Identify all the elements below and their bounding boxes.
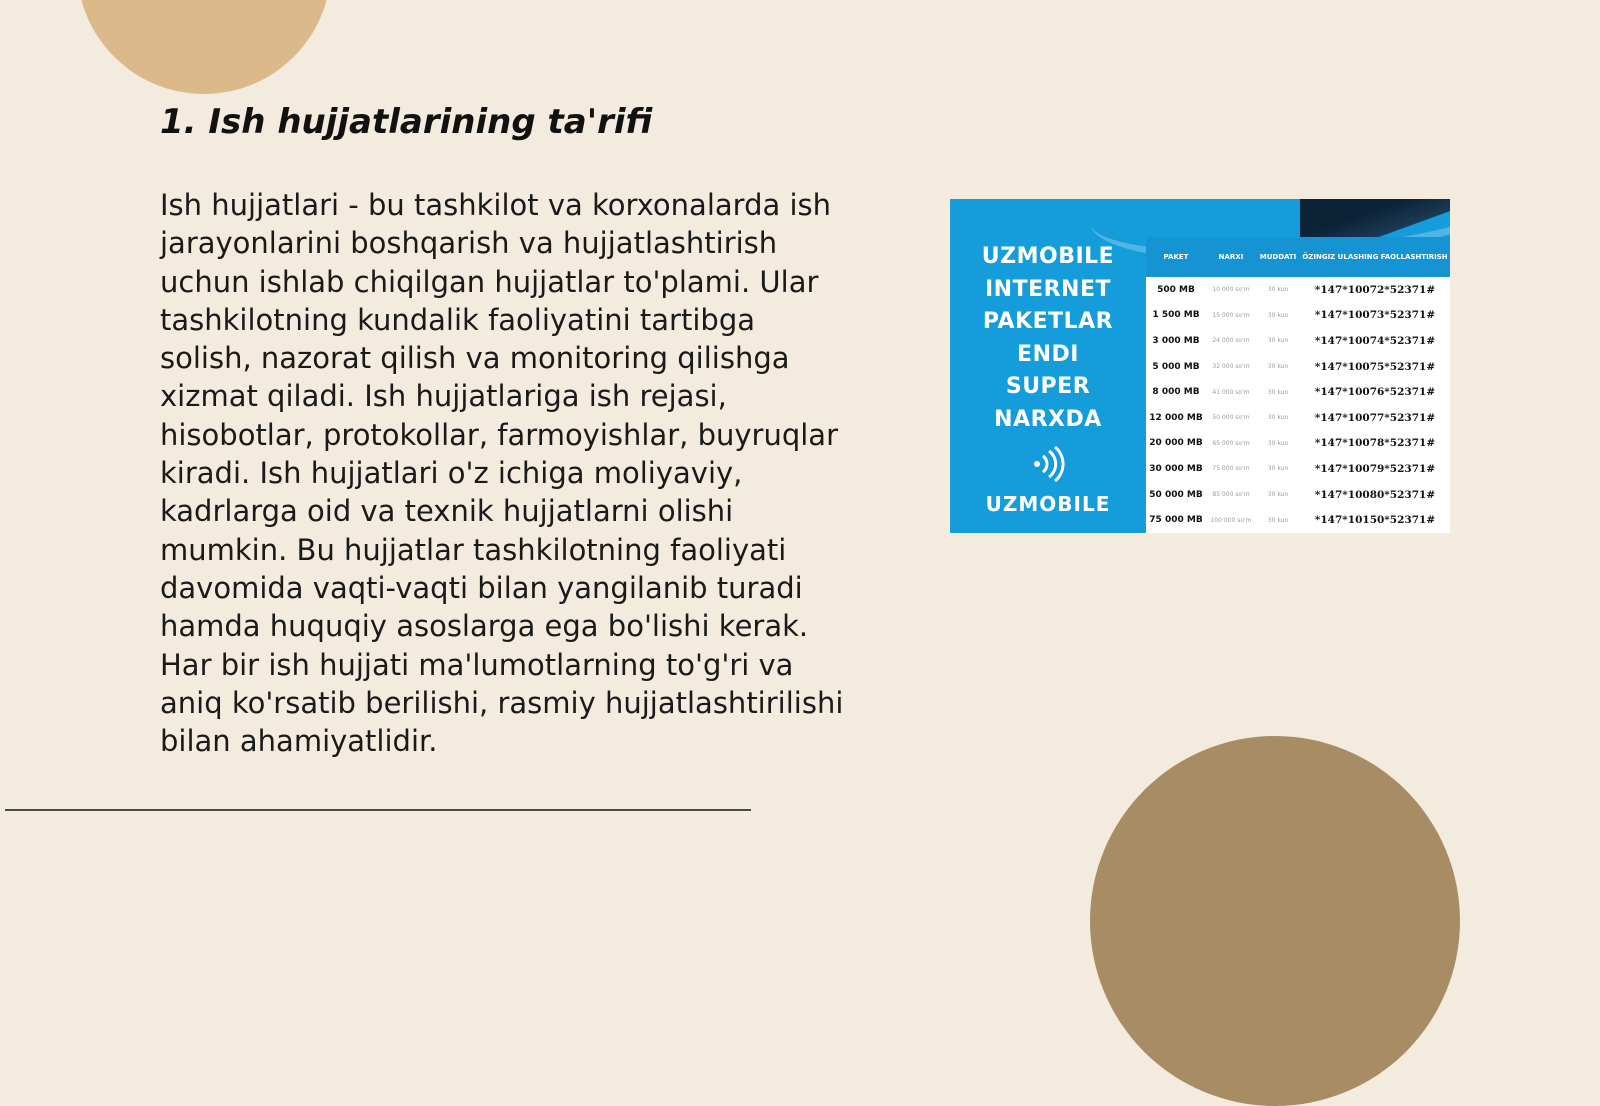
row-price: 50 000 so'm (1212, 414, 1250, 422)
row-term: 30 kun (1267, 311, 1289, 319)
ad-table-row (1146, 482, 1450, 508)
row-package: 12 000 MB (1149, 412, 1203, 423)
divider-line (5, 809, 751, 811)
row-code: *147*10150*52371# (1314, 514, 1436, 527)
row-price: 65 000 so'm (1212, 439, 1250, 447)
uzmobile-ad-image (950, 199, 1450, 533)
ad-table-row (1146, 354, 1450, 380)
row-code: *147*10076*52371# (1314, 386, 1436, 399)
row-package: 500 MB (1157, 284, 1195, 295)
row-package: 3 000 MB (1152, 335, 1200, 346)
row-term: 30 kun (1267, 516, 1289, 524)
ad-table-row (1146, 379, 1450, 405)
ad-table-row (1146, 507, 1450, 533)
row-price: 24 000 so'm (1212, 337, 1250, 345)
ad-headline-line: INTERNET (984, 276, 1112, 302)
row-term: 30 kun (1267, 286, 1289, 294)
ad-headline-panel (950, 239, 1146, 533)
ad-table-row (1146, 328, 1450, 354)
row-package: 8 000 MB (1152, 387, 1200, 398)
row-code: *147*10073*52371# (1314, 309, 1436, 322)
ad-phone-graphic (1300, 199, 1450, 239)
ad-table-header-cell: ÖZINGIZ ULASHING FAOLLASHTIRISH (1302, 253, 1448, 261)
decorative-circle-top (77, 0, 331, 94)
ad-table-header-cell: PAKET (1163, 253, 1189, 261)
ad-headline-line: SUPER (1005, 374, 1091, 399)
ad-table-row (1146, 303, 1450, 329)
ad-brand-logo: UZMOBILE (985, 492, 1111, 516)
row-package: 75 000 MB (1149, 515, 1203, 526)
ad-headline-line: PAKETLAR (982, 309, 1114, 334)
row-package: 5 000 MB (1152, 361, 1200, 372)
row-code: *147*10072*52371# (1314, 283, 1436, 296)
row-code: *147*10077*52371# (1314, 411, 1436, 424)
row-price: 85 000 so'm (1212, 491, 1250, 499)
ad-table-row (1146, 405, 1450, 431)
signal-waves-icon (1028, 446, 1068, 482)
ad-table-row (1146, 277, 1450, 303)
ad-headline-line: NARXDA (994, 406, 1102, 432)
ad-price-table (1146, 237, 1450, 533)
row-code: *147*10080*52371# (1314, 488, 1436, 501)
row-package: 50 000 MB (1149, 489, 1203, 500)
ad-table-header-cell: NARXI (1218, 253, 1244, 261)
ad-table-header-cell: MUDDATI (1259, 253, 1297, 261)
row-term: 30 kun (1267, 363, 1289, 371)
row-price: 32 000 so'm (1212, 363, 1250, 371)
row-code: *147*10075*52371# (1314, 360, 1436, 373)
slide-paragraph: Ish hujjatlari - bu tashkilot va korxonalarda ish jarayonlarini boshqarish va hujjatlashtirish uchun ishlab chiqilgan hujjatlar to'plami. Ular tashkilotning kundalik faoliyatini tartibga solish, nazorat qilish va monitoring qilishga xizmat qiladi. Ish hujjatlariga ish rejasi, hisobotlar, protokollar, farmoyishlar, buyruqlar kiradi. Ish hujjatlari o'z ichiga moliyaviy, kadrlarga oid va texnik hujjatlarni olishi mumkin. Bu hujjatlar tashkilotning faoliyati davomida vaqti-vaqti bilan yangilanib turadi hamda huquqiy asoslarga ega bo'lishi kerak. Har bir ish hujjati ma'lumotlarning to'g'ri va aniq ko'rsatib berilishi, rasmiy hujjatlashtirilishi bilan ahamiyatlidir. (160, 188, 844, 759)
row-code: *147*10078*52371# (1314, 437, 1436, 450)
row-term: 30 kun (1267, 414, 1289, 422)
row-price: 15 000 so'm (1212, 311, 1250, 319)
row-price: 41 000 so'm (1212, 388, 1250, 396)
row-package: 30 000 MB (1149, 463, 1203, 474)
slide-title: 1. Ish hujjatlarining ta'rifi (160, 102, 653, 142)
ad-headline-line: UZMOBILE (981, 244, 1115, 269)
ad-headline-line: ENDI (1017, 341, 1079, 367)
decorative-circle-bottom (1090, 736, 1460, 1106)
row-price: 10 000 so'm (1212, 286, 1250, 294)
row-term: 30 kun (1267, 465, 1289, 473)
row-term: 30 kun (1267, 439, 1289, 447)
row-code: *147*10074*52371# (1314, 334, 1436, 347)
ad-table-row (1146, 431, 1450, 457)
row-code: *147*10079*52371# (1314, 462, 1436, 475)
row-term: 30 kun (1267, 337, 1289, 345)
row-price: 75 000 so'm (1212, 465, 1250, 473)
row-price: 100 000 so'm (1210, 516, 1252, 524)
row-package: 20 000 MB (1149, 438, 1203, 449)
ad-table-row (1146, 456, 1450, 482)
row-term: 30 kun (1267, 388, 1289, 396)
ad-table-header (1146, 237, 1450, 277)
row-term: 30 kun (1267, 491, 1289, 499)
row-package: 1 500 MB (1152, 310, 1200, 321)
